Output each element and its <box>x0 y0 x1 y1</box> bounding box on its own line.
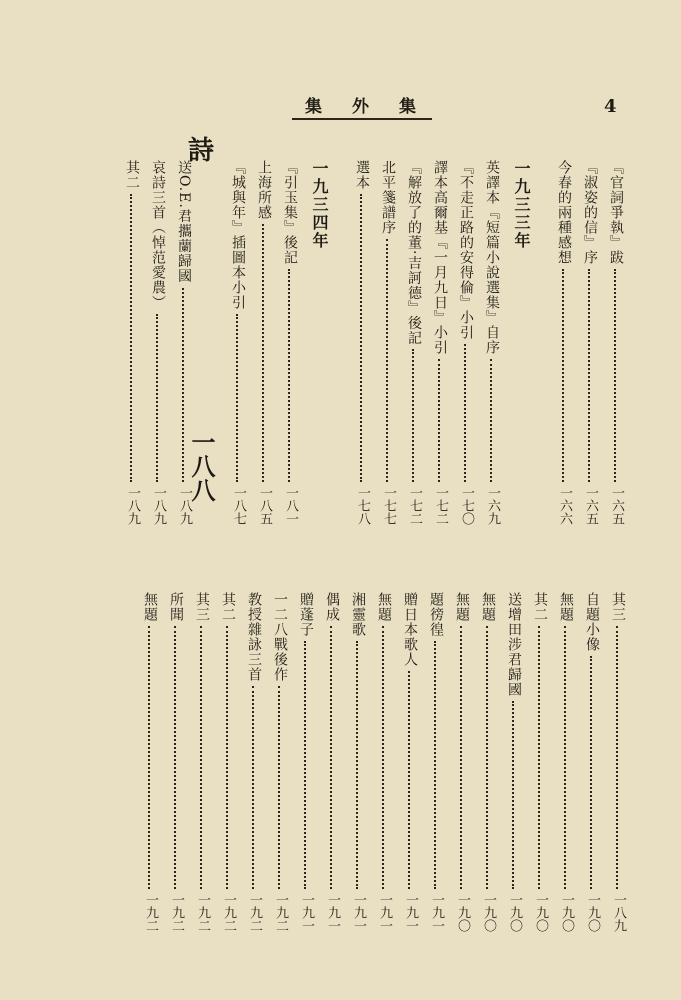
year-heading <box>505 160 537 525</box>
toc-entry-page: 一九二 <box>247 893 262 932</box>
toc-entry <box>163 592 189 932</box>
toc-entry-page: 一九〇 <box>481 893 496 932</box>
toc-entry-title: 『不走正路的安得倫』小引 <box>458 160 474 340</box>
toc-entry-page: 一七八 <box>355 486 370 525</box>
toc-entry <box>551 160 577 525</box>
leader-dots <box>538 626 542 889</box>
toc-entry <box>293 592 319 932</box>
toc-entry-title: 上海所感 <box>256 160 272 220</box>
toc-entry <box>251 160 277 525</box>
toc-entry-title: 其二 <box>124 160 140 190</box>
toc-entry-title: 北平箋譜序 <box>380 160 396 235</box>
toc-entry <box>453 160 479 525</box>
toc-entry-page: 一八九 <box>177 486 192 525</box>
toc-entry-title: 其三 <box>194 592 210 622</box>
toc-entry <box>345 592 371 932</box>
leader-dots <box>588 269 592 482</box>
toc-entry-page: 一九〇 <box>559 893 574 932</box>
toc-entry <box>475 592 501 932</box>
toc-entry <box>449 592 475 932</box>
toc-entry-page: 一八五 <box>257 486 272 525</box>
leader-dots <box>490 359 494 482</box>
toc-entry-page: 一八九 <box>611 893 626 932</box>
toc-entry-page: 一九〇 <box>507 893 522 932</box>
toc-entry-title: 題徬徨 <box>428 592 444 637</box>
page-number: 4 <box>604 96 617 117</box>
toc-entry <box>119 160 145 525</box>
leader-dots <box>182 288 186 482</box>
toc-entry <box>423 592 449 932</box>
toc-entry-title: 譯本高爾基『一月九日』小引 <box>432 160 448 355</box>
toc-entry-page: 一九二 <box>195 893 210 932</box>
toc-entry-title: 英譯本『短篇小說選集』自序 <box>484 160 500 355</box>
toc-entry-page: 一九〇 <box>533 893 548 932</box>
toc-entry-page: 一七二 <box>407 486 422 525</box>
toc-entry <box>603 160 629 525</box>
toc-entry <box>527 592 553 932</box>
toc-entry-title: 其三 <box>610 592 626 622</box>
toc-entry <box>375 160 401 525</box>
toc-entry-page: 一九一 <box>429 893 444 932</box>
toc-entry-page: 一六六 <box>557 486 572 525</box>
toc-entry-page: 一九〇 <box>455 893 470 932</box>
running-header-title: 集外集 <box>305 97 446 117</box>
toc-entry <box>605 592 631 932</box>
toc-spacer <box>335 160 349 525</box>
toc-entry-page: 一九二 <box>169 893 184 932</box>
toc-entry <box>145 160 171 525</box>
toc-entry-title: 湘靈歌 <box>350 592 366 637</box>
toc-entry-title: 今春的兩種感想 <box>556 160 572 265</box>
leader-dots <box>562 269 566 482</box>
toc-entry-page: 一九一 <box>299 893 314 932</box>
toc-entry-page: 一六五 <box>583 486 598 525</box>
toc-entry-title: 無題 <box>376 592 392 622</box>
toc-entry <box>501 592 527 932</box>
toc-top-block <box>119 160 629 525</box>
toc-entry-title: 一二八戰後作 <box>272 592 288 682</box>
year-heading-label: 一九三三年 <box>512 160 531 250</box>
toc-entry <box>427 160 453 525</box>
toc-entry <box>277 160 303 525</box>
toc-entry-page: 一八九 <box>125 486 140 525</box>
toc-entry <box>349 160 375 525</box>
toc-entry-page: 一七七 <box>381 486 396 525</box>
leader-dots <box>252 686 256 889</box>
toc-entry-title: 所聞 <box>168 592 184 622</box>
header-rule <box>292 118 432 120</box>
leader-dots <box>330 626 334 889</box>
toc-entry <box>267 592 293 932</box>
leader-dots <box>156 314 160 482</box>
leader-dots <box>590 656 594 889</box>
leader-dots <box>174 626 178 889</box>
toc-entry-title: 自題小像 <box>584 592 600 652</box>
leader-dots <box>614 269 618 482</box>
leader-dots <box>278 686 282 889</box>
toc-entry-title: 『引玉集』後記 <box>282 160 298 265</box>
toc-entry <box>171 160 197 525</box>
leader-dots <box>408 671 412 889</box>
leader-dots <box>200 626 204 889</box>
toc-entry-title: 無題 <box>454 592 470 622</box>
toc-entry-title: 選本 <box>354 160 370 190</box>
toc-entry <box>215 592 241 932</box>
toc-entry-page: 一八七 <box>231 486 246 525</box>
toc-entry <box>371 592 397 932</box>
toc-entry-page: 一八一 <box>283 486 298 525</box>
toc-entry-title: 哀詩三首（悼范愛農） <box>150 160 166 310</box>
toc-entry-title: 其二 <box>220 592 236 622</box>
toc-entry-title: 偶成 <box>324 592 340 622</box>
leader-dots <box>412 349 416 482</box>
toc-entry-title: 『解放了的董·吉訶德』後記 <box>406 160 422 346</box>
toc-entry <box>241 592 267 932</box>
leader-dots <box>486 626 490 889</box>
leader-dots <box>288 269 292 482</box>
leader-dots <box>226 626 230 889</box>
leader-dots <box>434 641 438 889</box>
genre-page-number: 一八八 <box>187 430 216 502</box>
toc-entry-page: 一九一 <box>403 893 418 932</box>
toc-entry <box>137 592 163 932</box>
leader-dots <box>464 344 468 482</box>
toc-entry-page: 一九二 <box>273 893 288 932</box>
toc-entry-title: 『城與年』插圖本小引 <box>230 160 246 310</box>
toc-entry-page: 一八九 <box>151 486 166 525</box>
leader-dots <box>356 641 360 889</box>
toc-entry <box>479 160 505 525</box>
toc-entry-page: 一六九 <box>485 486 500 525</box>
toc-entry <box>553 592 579 932</box>
toc-entry-title: 無題 <box>142 592 158 622</box>
toc-entry-page: 一六五 <box>609 486 624 525</box>
toc-entry-title: 送O.E.君攜蘭歸國 <box>176 160 192 284</box>
toc-entry-page: 一九二 <box>221 893 236 932</box>
toc-entry-page: 一九〇 <box>585 893 600 932</box>
toc-entry-page: 一七〇 <box>459 486 474 525</box>
toc-entry-title: 教授雜詠三首 <box>246 592 262 682</box>
toc-entry <box>189 592 215 932</box>
toc-entry <box>577 160 603 525</box>
toc-entry-title: 贈蓬子 <box>298 592 314 637</box>
toc-bottom-block <box>137 592 631 932</box>
leader-dots <box>130 194 134 482</box>
toc-entry <box>397 592 423 932</box>
leader-dots <box>512 701 516 889</box>
toc-entry-page: 一九一 <box>351 893 366 932</box>
leader-dots <box>148 626 152 889</box>
toc-entry-page: 一九一 <box>325 893 340 932</box>
toc-entry-title: 其二 <box>532 592 548 622</box>
toc-entry-page: 一九二 <box>143 893 158 932</box>
leader-dots <box>616 626 620 889</box>
genre-heading: 詩 <box>188 136 215 166</box>
leader-dots <box>438 359 442 482</box>
leader-dots <box>382 626 386 889</box>
toc-entry-page: 一九一 <box>377 893 392 932</box>
leader-dots <box>304 641 308 889</box>
leader-dots <box>262 224 266 482</box>
toc-spacer <box>211 160 225 525</box>
toc-entry <box>319 592 345 932</box>
toc-entry-title: 無題 <box>558 592 574 622</box>
year-heading-label: 一九三四年 <box>310 160 329 250</box>
toc-entry <box>579 592 605 932</box>
leader-dots <box>236 314 240 482</box>
leader-dots <box>564 626 568 889</box>
leader-dots <box>460 626 464 889</box>
toc-entry-title: 『官詞爭執』跋 <box>608 160 624 265</box>
toc-entry <box>225 160 251 525</box>
toc-spacer <box>537 160 551 525</box>
toc-entry-title: 無題 <box>480 592 496 622</box>
year-heading <box>303 160 335 525</box>
toc-spacer <box>197 160 211 525</box>
toc-entry-title: 『淑姿的信』序 <box>582 160 598 265</box>
leader-dots <box>386 239 390 482</box>
toc-entry <box>401 160 427 525</box>
toc-entry-page: 一七二 <box>433 486 448 525</box>
toc-entry-title: 送增田涉君歸國 <box>506 592 522 697</box>
toc-entry-title: 贈日本歌人 <box>402 592 418 667</box>
leader-dots <box>360 194 364 482</box>
